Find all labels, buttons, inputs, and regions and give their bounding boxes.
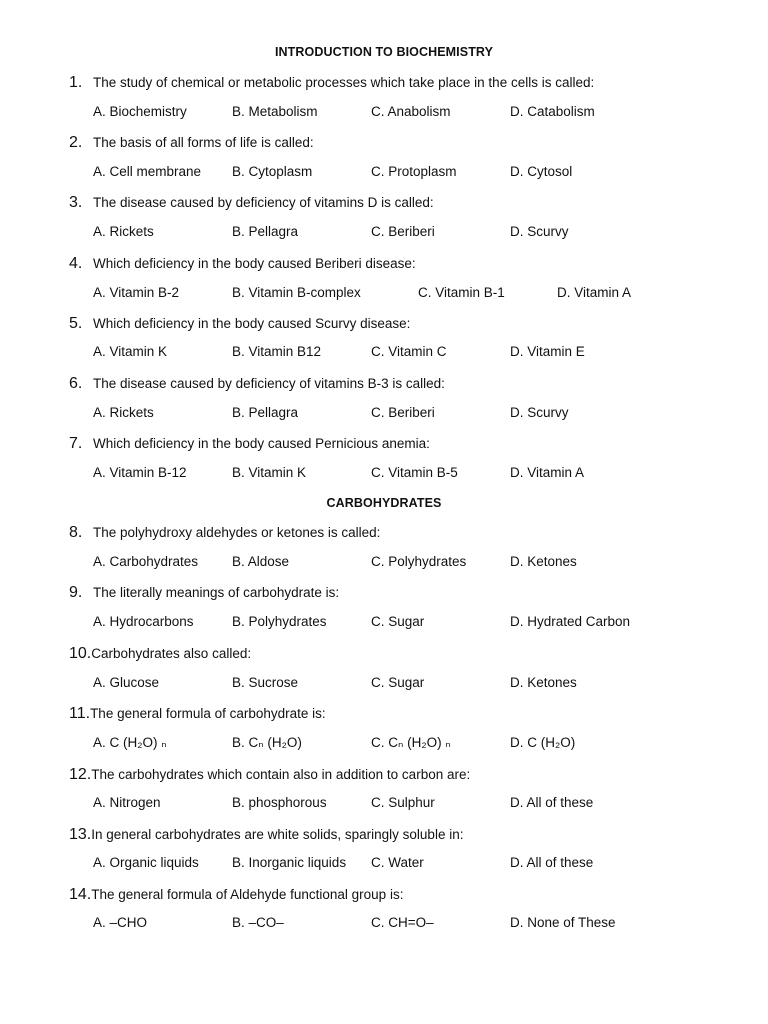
question-12 [69,766,749,784]
question-number: 1. [69,74,83,91]
question-3 [69,194,749,212]
option-c: C. Cₙ (H₂O) ₙ [371,735,451,750]
option-b: B. Polyhydrates [232,614,327,629]
option-b: B. phosphorous [232,795,327,810]
option-c: C. Sulphur [371,795,435,810]
option-b: B. Metabolism [232,104,318,119]
option-a: A. Carbohydrates [93,554,199,569]
question-text: The disease caused by deficiency of vitamins B-3 is called: [93,376,445,391]
question-number: 6. [69,375,83,392]
option-d: D. Ketones [510,675,577,690]
option-b: B. Cₙ (H₂O) [232,735,302,750]
question-text: The general formula of Aldehyde functional group is: [91,887,404,902]
question-1 [69,74,749,92]
option-b: B. Pellagra [232,224,299,239]
question-9 [69,584,749,602]
question-number: 7. [69,435,83,452]
question-text: Which deficiency in the body caused Pernicious anemia: [93,436,430,451]
option-b: B. Pellagra [232,405,299,420]
question-2 [69,134,749,152]
option-d: D. All of these [510,855,594,870]
option-a: A. Rickets [93,405,154,420]
question-13 [69,826,749,844]
option-a: A. C (H₂O) ₙ [93,735,167,750]
question-text: The general formula of carbohydrate is: [90,706,326,721]
option-c: C. Beriberi [371,405,435,420]
option-c: C. Water [371,855,424,870]
option-b: B. –CO– [232,915,284,930]
question-5 [69,315,749,333]
option-a: A. Glucose [93,675,160,690]
question-text: Which deficiency in the body caused Scurvy disease: [93,316,411,331]
question-text: In general carbohydrates are white solids, sparingly soluble in: [91,827,464,842]
question-number: 2. [69,134,83,151]
option-d: D. Hydrated Carbon [510,614,631,629]
option-c: C. Sugar [371,614,425,629]
option-b: B. Sucrose [232,675,299,690]
option-b: B. Cytoplasm [232,164,313,179]
option-c: C. Anabolism [371,104,451,119]
option-c: C. Beriberi [371,224,435,239]
question-number: 5. [69,315,83,332]
question-number: 8. [69,524,83,541]
question-11 [69,705,749,723]
option-a: A. Vitamin B-2 [93,285,180,300]
question-10 [69,645,749,663]
option-c: C. Vitamin C [371,344,447,359]
option-a: A. Nitrogen [93,795,161,810]
option-a: A. Hydrocarbons [93,614,194,629]
question-text: Carbohydrates also called: [91,646,252,661]
option-b: B. Inorganic liquids [232,855,347,870]
option-b: B. Vitamin B-complex [232,285,361,300]
question-number: 14. [69,886,92,903]
option-a: A. Organic liquids [93,855,199,870]
option-b: B. Vitamin K [232,465,307,480]
option-d: D. C (H₂O) [510,735,576,750]
question-4 [69,255,749,273]
option-c: C. Protoplasm [371,164,457,179]
question-text: The literally meanings of carbohydrate is: [93,585,340,600]
option-c: C. Vitamin B-5 [371,465,458,480]
question-number: 12. [69,766,92,783]
document-title: INTRODUCTION TO BIOCHEMISTRY [274,45,494,59]
option-b: B. Aldose [232,554,290,569]
question-text: Which deficiency in the body caused Beriberi disease: [93,256,416,271]
question-number: 13. [69,826,92,843]
question-text: The carbohydrates which contain also in addition to carbon are: [91,767,471,782]
option-a: A. Rickets [93,224,154,239]
option-a: A. Vitamin K [93,344,168,359]
question-text: The polyhydroxy aldehydes or ketones is called: [93,525,381,540]
option-c: C. Polyhydrates [371,554,467,569]
section-heading-carbohydrates: CARBOHYDRATES [326,496,442,510]
option-d: D. Vitamin E [510,344,585,359]
option-d: D. Scurvy [510,405,569,420]
question-6 [69,375,749,393]
option-d: D. Scurvy [510,224,569,239]
option-b: B. Vitamin B12 [232,344,322,359]
option-d: D. Vitamin A [557,285,632,300]
option-d: D. Vitamin A [510,465,585,480]
option-c: C. Vitamin B-1 [418,285,505,300]
question-7 [69,435,749,453]
question-text: The basis of all forms of life is called: [93,135,314,150]
option-c: C. Sugar [371,675,425,690]
question-8 [69,524,749,542]
question-14 [69,886,749,904]
question-number: 3. [69,194,83,211]
option-d: D. All of these [510,795,594,810]
question-text: The study of chemical or metabolic processes which take place in the cells is called: [93,75,595,90]
question-number: 10. [69,645,92,662]
option-d: D. Ketones [510,554,577,569]
question-number: 4. [69,255,83,272]
question-number: 11. [69,705,91,722]
option-d: D. None of These [510,915,616,930]
option-a: A. Vitamin B-12 [93,465,187,480]
option-a: A. –CHO [93,915,148,930]
option-a: A. Biochemistry [93,104,187,119]
option-d: D. Cytosol [510,164,573,179]
option-a: A. Cell membrane [93,164,202,179]
option-c: C. CH=O– [371,915,434,930]
question-number: 9. [69,584,83,601]
option-d: D. Catabolism [510,104,595,119]
question-text: The disease caused by deficiency of vitamins D is called: [93,195,434,210]
